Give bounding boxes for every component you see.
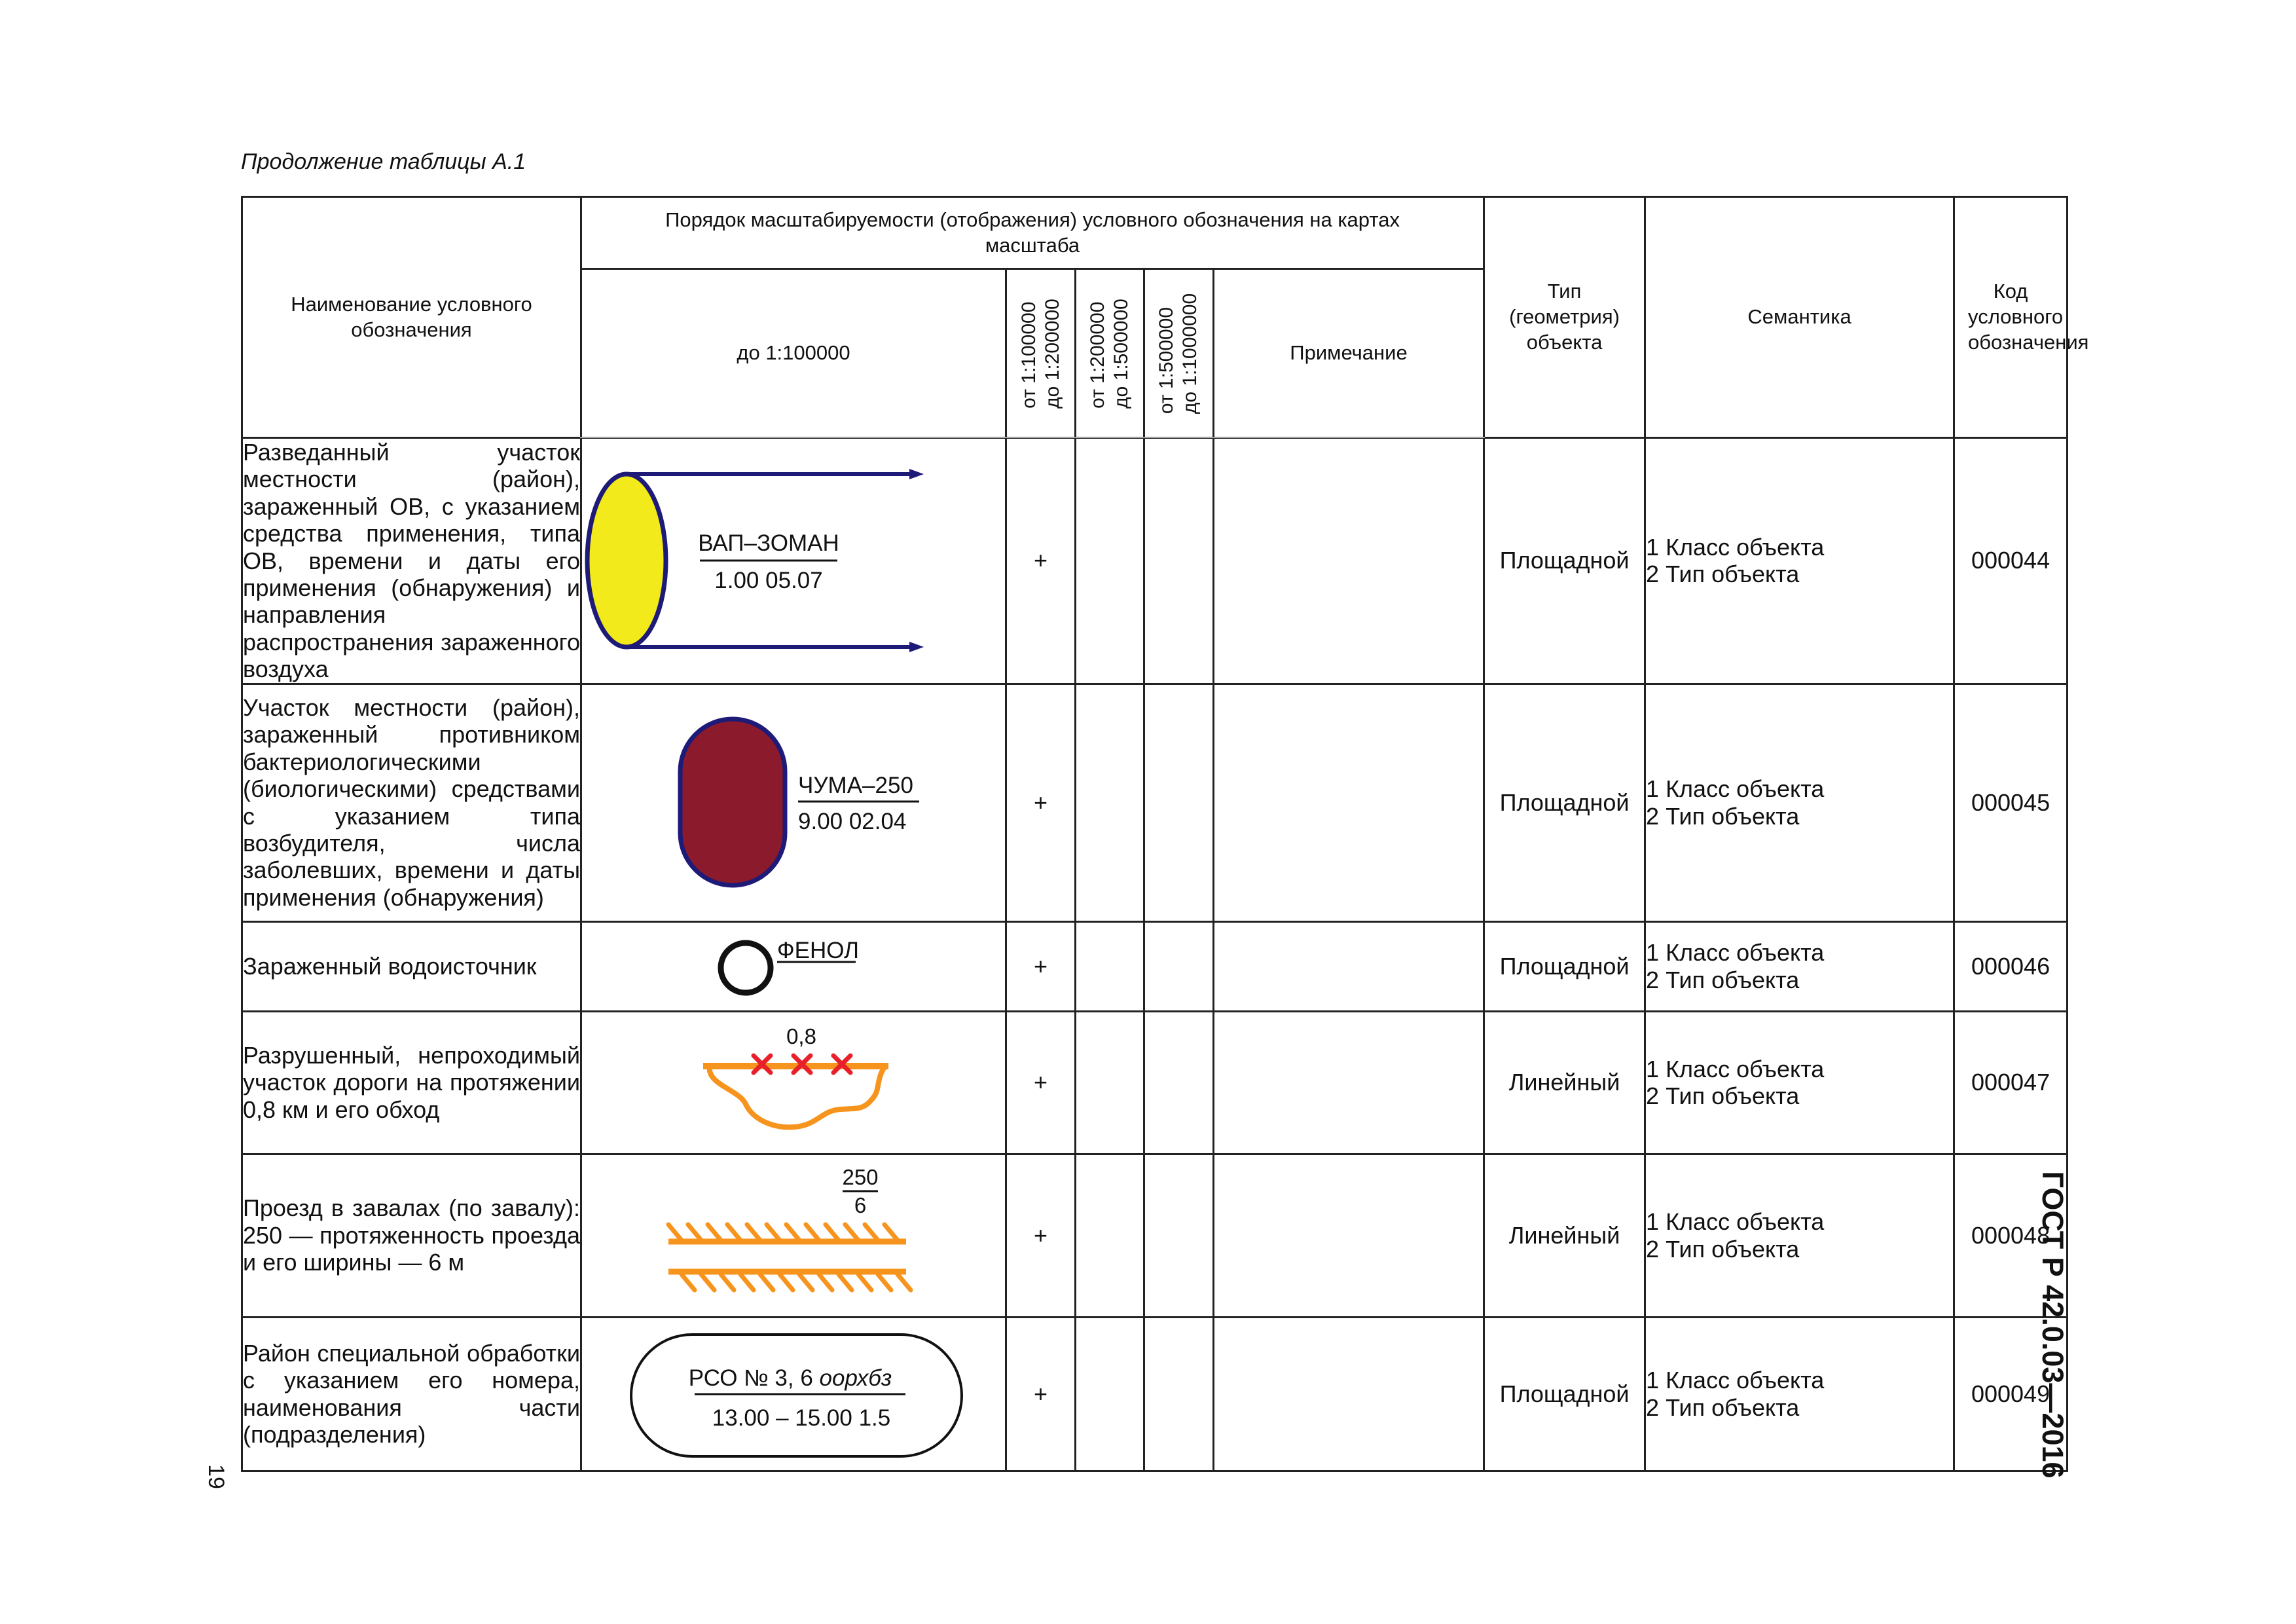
header-semantics bbox=[1645, 197, 1954, 438]
header-col-500000-b: до 1:500000 bbox=[1110, 298, 1132, 409]
mark-200000 bbox=[1076, 1317, 1144, 1471]
header-col-500000 bbox=[1076, 269, 1144, 438]
row-type: Площадной bbox=[1484, 921, 1645, 1011]
symbol-top-label bbox=[689, 1365, 892, 1391]
row-code: 000044 bbox=[1954, 438, 2068, 684]
mark-200000 bbox=[1076, 1011, 1144, 1154]
special-treatment-area-symbol bbox=[582, 1319, 1007, 1469]
semantic-line-1: 1 Класс объекта bbox=[1646, 775, 1825, 803]
semantic-line-1: 1 Класс объекта bbox=[1646, 533, 1825, 561]
mark-500000 bbox=[1144, 921, 1214, 1011]
table-row bbox=[242, 1154, 2068, 1317]
row-code: 000048 bbox=[1954, 1154, 2068, 1317]
row-semantics bbox=[1645, 921, 1954, 1011]
mark-500000 bbox=[1144, 1154, 1214, 1317]
row-type: Линейный bbox=[1484, 1011, 1645, 1154]
semantic-line-2: 2 Тип объекта bbox=[1646, 966, 1800, 993]
symbol-cell bbox=[581, 921, 1006, 1011]
mark-1000000 bbox=[1214, 1154, 1484, 1317]
mark-100000: + bbox=[1006, 438, 1076, 684]
mark-100000: + bbox=[1006, 1317, 1076, 1471]
row-type: Площадной bbox=[1484, 1317, 1645, 1471]
semantic-line-1: 1 Класс объекта bbox=[1646, 1367, 1825, 1394]
row-name: Разрушенный, непроходимый участок дороги на протяжении 0,8 км и его обход bbox=[242, 1011, 581, 1154]
header-col-100000-text: до 1:100000 bbox=[737, 341, 850, 365]
row-code: 000047 bbox=[1954, 1011, 2068, 1154]
rubble-hatch bbox=[668, 1225, 911, 1290]
symbol-bottom-label: 9.00 02.04 bbox=[798, 808, 907, 834]
table-row bbox=[242, 921, 2068, 1011]
semantic-line-1: 1 Класс объекта bbox=[1646, 1208, 1825, 1236]
page-number: 19 bbox=[204, 1464, 228, 1489]
mark-500000 bbox=[1144, 1011, 1214, 1154]
header-type bbox=[1484, 197, 1645, 438]
symbol-top-label: ЧУМА–250 bbox=[798, 772, 913, 798]
symbol-top-label-italic: оорхбз bbox=[819, 1365, 892, 1391]
header-semantics-text: Семантика bbox=[1747, 305, 1851, 329]
symbol-bottom-label: 1.00 05.07 bbox=[714, 568, 823, 594]
symbol-bottom-label: 13.00 – 15.00 1.5 bbox=[712, 1405, 891, 1431]
semantic-line-2: 2 Тип объекта bbox=[1646, 802, 1800, 830]
row-semantics bbox=[1645, 684, 1954, 921]
header-code bbox=[1954, 197, 2089, 438]
header-col-200000-a: от 1:100000 bbox=[1017, 301, 1040, 409]
header-type-text: Тип (геометрия) объекта bbox=[1509, 280, 1620, 354]
contaminated-area-symbol bbox=[582, 443, 1007, 678]
row-type: Площадной bbox=[1484, 438, 1645, 684]
row-code: 000046 bbox=[1954, 921, 2068, 1011]
symbol-table bbox=[241, 196, 2089, 1472]
semantic-line-1: 1 Класс объекта bbox=[1646, 1055, 1825, 1082]
row-name: Разведанный участок местности (район), зараженный ОВ, с указанием средства применения, типа ОВ, времени и даты его применения (обнаружения) и направления распространения зараженного воздуха bbox=[243, 439, 580, 683]
mark-1000000 bbox=[1214, 1317, 1484, 1471]
table-row bbox=[242, 684, 2068, 921]
header-col-1000000 bbox=[1144, 269, 1214, 438]
header-scale-group-text: Порядок масштабируемости (отображения) условного обозначения на картах масштаба bbox=[665, 208, 1400, 257]
symbol-top-label: ФЕНОЛ bbox=[777, 937, 860, 963]
semantic-line-2: 2 Тип объекта bbox=[1646, 1082, 1800, 1110]
header-name bbox=[242, 197, 581, 438]
header-name-text: Наименование условного обозначения bbox=[291, 292, 532, 341]
table-caption: Продолжение таблицы А.1 bbox=[241, 149, 526, 174]
mark-500000 bbox=[1144, 438, 1214, 684]
mark-100000: + bbox=[1006, 1154, 1076, 1317]
header-scale-group bbox=[581, 197, 1484, 269]
row-type: Площадной bbox=[1484, 684, 1645, 921]
header-note bbox=[1214, 269, 1484, 438]
mark-1000000 bbox=[1214, 684, 1484, 921]
symbol-cell bbox=[581, 684, 1006, 921]
header-col-1000000-b: до 1:1000000 bbox=[1179, 293, 1201, 414]
mark-200000 bbox=[1076, 684, 1144, 921]
semantic-line-2: 2 Тип объекта bbox=[1646, 1393, 1800, 1421]
mark-200000 bbox=[1076, 438, 1144, 684]
symbol-cell bbox=[581, 438, 1006, 684]
semantic-line-2: 2 Тип объекта bbox=[1646, 1235, 1800, 1263]
row-semantics bbox=[1645, 1317, 1954, 1471]
semantic-line-2: 2 Тип объекта bbox=[1646, 561, 1800, 588]
mark-200000 bbox=[1076, 1154, 1144, 1317]
header-col-200000 bbox=[1006, 269, 1076, 438]
header-col-500000-a: от 1:200000 bbox=[1087, 301, 1108, 409]
row-name: Район специальной обработки с указанием его номера, наименования части (подразделения) bbox=[242, 1317, 581, 1471]
header-col-1000000-a: от 1:500000 bbox=[1156, 306, 1178, 414]
symbol-top-label: ВАП–ЗОМАН bbox=[698, 530, 839, 557]
destroyed-road-symbol bbox=[582, 1012, 1007, 1153]
header-note-text: Примечание bbox=[1290, 341, 1408, 365]
semantic-line-1: 1 Класс объекта bbox=[1646, 939, 1825, 967]
mark-200000 bbox=[1076, 921, 1144, 1011]
row-code: 000049 bbox=[1954, 1317, 2068, 1471]
row-semantics bbox=[1645, 438, 1954, 684]
row-code: 000045 bbox=[1954, 684, 2068, 921]
mark-500000 bbox=[1144, 1317, 1214, 1471]
symbol-cell bbox=[581, 1011, 1006, 1154]
mark-100000: + bbox=[1006, 1011, 1076, 1154]
header-col-100000 bbox=[581, 269, 1006, 438]
row-semantics bbox=[1645, 1011, 1954, 1154]
mark-100000: + bbox=[1006, 921, 1076, 1011]
header-col-200000-b: до 1:200000 bbox=[1041, 298, 1063, 409]
table-row bbox=[242, 438, 2068, 684]
mark-1000000 bbox=[1214, 438, 1484, 684]
symbol-top-label-main: РСО № 3, 6 bbox=[688, 1365, 813, 1391]
table-row bbox=[242, 1317, 2068, 1471]
row-name: Зараженный водоисточник bbox=[242, 921, 581, 1011]
symbol-cell bbox=[581, 1317, 1006, 1471]
symbol-bottom-label: 6 bbox=[854, 1192, 867, 1217]
document-designation: ГОСТ Р 42.0.03—2016 bbox=[2036, 1171, 2069, 1479]
bio-contaminated-area-symbol bbox=[582, 685, 1007, 921]
table-row bbox=[242, 1011, 2068, 1154]
row-semantics bbox=[1645, 1154, 1954, 1317]
row-type: Линейный bbox=[1484, 1154, 1645, 1317]
symbol-top-label: 250 bbox=[842, 1164, 879, 1189]
mark-1000000 bbox=[1214, 1011, 1484, 1154]
row-name: Участок местности (район), зараженный противником бактериологическими (биологическими) средствами с указанием типа возбудителя, числа заболевших, времени и даты применения (обнаружения) bbox=[242, 684, 581, 921]
mark-1000000 bbox=[1214, 921, 1484, 1011]
mark-500000 bbox=[1144, 684, 1214, 921]
row-name: Проезд в завалах (по завалу): 250 — протяженность проезда и его ширины — 6 м bbox=[242, 1154, 581, 1317]
mark-100000: + bbox=[1006, 684, 1076, 921]
passage-in-rubble-symbol bbox=[582, 1155, 1007, 1316]
header-code-text: Код условного обозначения bbox=[1968, 280, 2089, 354]
contaminated-water-source-symbol bbox=[582, 924, 1007, 1009]
symbol-cell bbox=[581, 1154, 1006, 1317]
symbol-top-label: 0,8 bbox=[786, 1024, 816, 1049]
